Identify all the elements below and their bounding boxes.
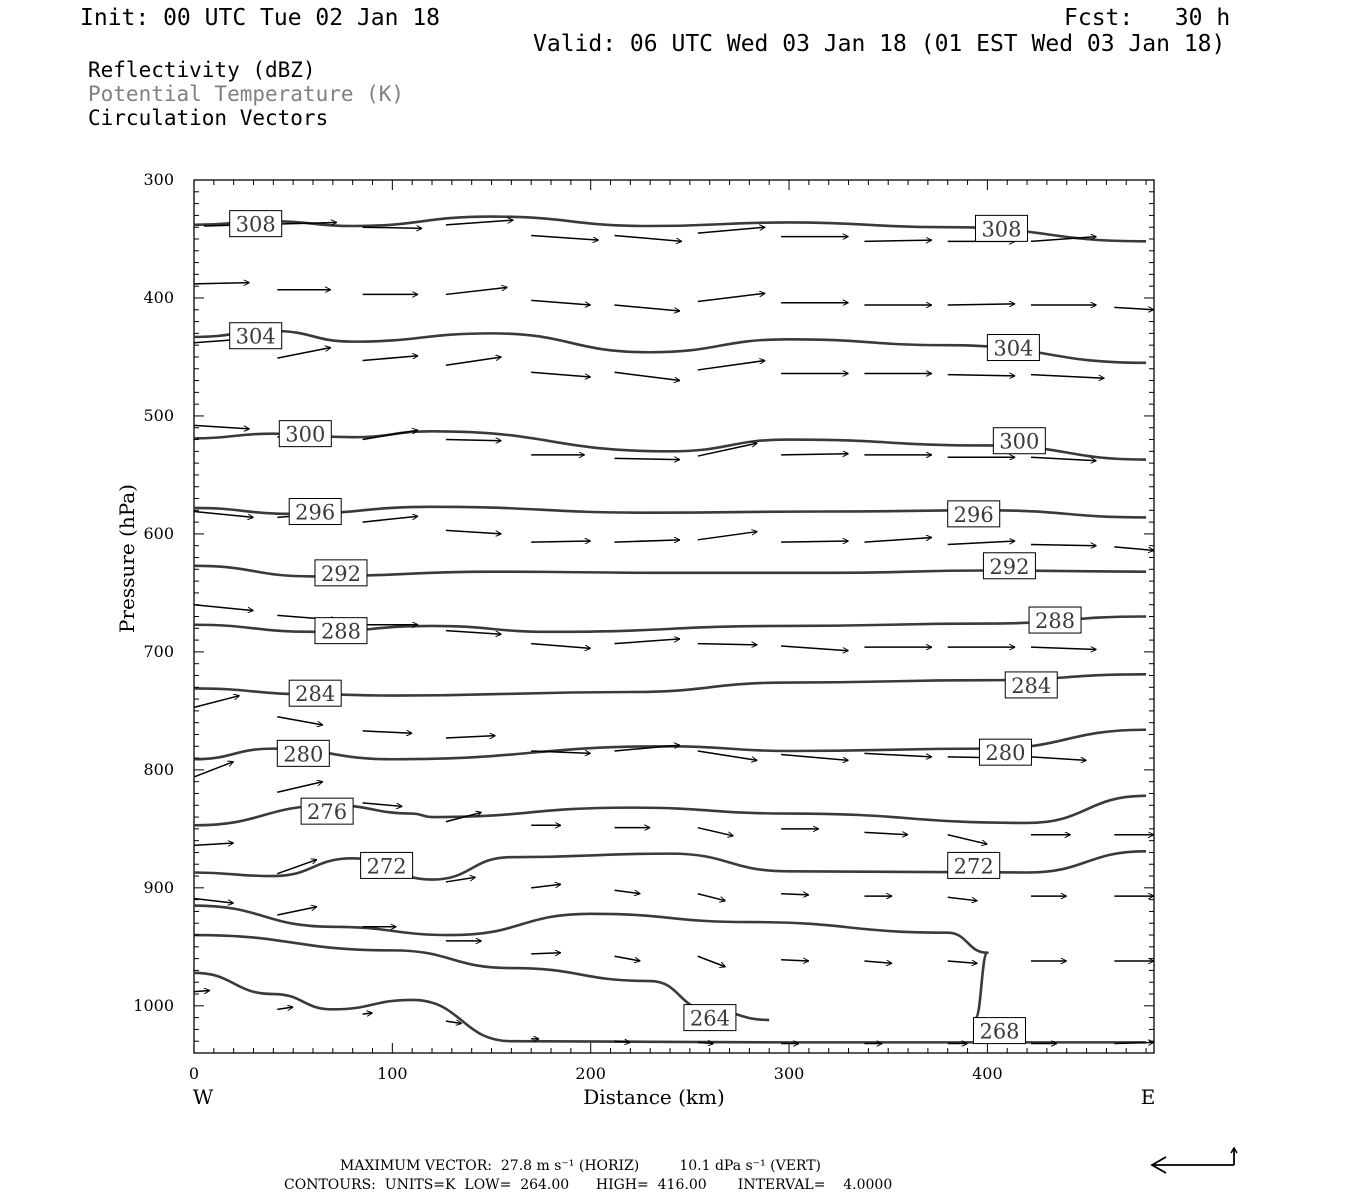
wind-vector [446,287,507,294]
wind-vector [1031,757,1087,761]
wind-vector [531,644,591,649]
wind-vector [781,755,848,761]
contour-label: 292 [320,561,362,586]
forecast-hour: Fcst: 30 h [1064,5,1231,31]
wind-vector [363,430,419,439]
wind-vector [194,696,240,708]
init-time: Init: 00 UTC Tue 02 Jan 18 [80,5,441,31]
wind-vector [194,990,210,991]
wind-vector [194,898,234,903]
wind-vector [781,541,848,542]
legend-potential-temperature: Potential Temperature (K) [88,82,405,106]
wind-vector [1114,547,1154,551]
wind-vector [698,751,758,760]
y-tick-label: 700 [143,641,174,661]
wind-vector [698,956,726,967]
contour-label: 284 [295,682,336,707]
wind-vector [781,894,809,895]
y-tick-label: 300 [143,170,174,189]
contour-label: 272 [366,854,407,879]
west-label: W [192,1085,214,1109]
wind-vector [698,828,734,836]
wind-vector [1031,375,1104,379]
y-tick-label: 500 [143,405,174,425]
contour-label: 292 [989,554,1030,579]
y-tick-label: 600 [143,523,174,543]
wind-vector [194,762,234,777]
wind-vector [446,220,513,225]
wind-vector [614,235,681,241]
y-axis-label: Pressure (hPa) [115,484,139,633]
wind-vector [194,605,254,611]
y-tick-label: 400 [143,287,174,307]
wind-vector [781,646,848,651]
axis-layer [115,170,1155,1109]
wind-vector [614,890,640,894]
wind-vector [277,717,323,725]
wind-vector [363,731,413,733]
wind-vector [531,372,591,377]
wind-vector [446,357,502,365]
contour-info: CONTOURS: UNITS=K LOW= 264.00 HIGH= 416.00 INTERVAL= 4.0000 [284,1177,893,1193]
wind-vector [864,240,931,241]
wind-vector [531,541,591,542]
legend-circulation-vectors: Circulation Vectors [88,106,329,130]
wind-vector [1031,545,1096,546]
wind-vector [1114,307,1154,309]
wind-vector [363,803,403,807]
y-tick-label: 800 [143,759,174,779]
x-tick-label: 400 [972,1064,1003,1083]
wind-vector [614,639,679,644]
contour-label: 284 [1011,673,1052,698]
wind-vector [194,283,250,284]
wind-vector [531,300,591,305]
wind-vector [864,832,908,834]
wind-vector [277,860,317,874]
wind-vector [363,1013,373,1014]
wind-vector [698,532,758,540]
x-tick-label: 200 [575,1064,606,1083]
contour-label: 288 [320,619,362,644]
wind-vector [864,537,931,542]
isentrope-272 [194,851,1146,879]
wind-vector [363,516,419,522]
wind-vector [948,541,1015,545]
contour-label: 280 [283,742,324,767]
isentrope-unlabeled [194,935,769,1020]
wind-vector [363,356,419,361]
wind-vector [1031,647,1096,649]
wind-vector [277,348,331,359]
wind-vector [1031,457,1096,461]
contour-label: 264 [689,1006,730,1031]
contour-label: 280 [985,741,1026,766]
y-tick-label: 1000 [133,995,174,1015]
wind-vector [277,1007,293,1009]
wind-vector [948,961,978,963]
wind-vector [698,293,765,301]
max-vector-info: MAXIMUM VECTOR: 27.8 m s⁻¹ (HORIZ) 10.1 dPa s⁻¹ (VERT) [340,1158,822,1174]
wind-vector [781,454,848,455]
x-tick-label: 100 [377,1064,408,1083]
wind-vector [864,753,931,757]
contour-label-layer [230,211,1081,1044]
contour-label: 304 [235,324,276,349]
wind-vector [614,540,679,542]
contour-label: 300 [999,429,1040,454]
wind-vector [698,227,765,233]
contour-label: 288 [1034,609,1076,634]
contour-label: 308 [981,217,1022,242]
wind-vector [948,835,988,844]
valid-time: Valid: 06 UTC Wed 03 Jan 18 (01 EST Wed 03 Jan 18) [533,31,1226,57]
reference-vector-icon [1152,1148,1237,1173]
wind-vector [864,961,892,963]
wind-vector [698,360,765,369]
contour-label: 276 [307,800,348,825]
wind-vector [948,897,978,901]
wind-vector [614,458,679,459]
wind-vector [277,782,323,793]
contour-label: 268 [979,1019,1020,1044]
x-axis-label: Distance (km) [583,1085,725,1109]
wind-vector [614,305,679,311]
x-tick-label: 300 [773,1064,805,1083]
wind-vector [698,644,758,645]
contour-label: 272 [953,854,994,879]
wind-vector [781,960,809,961]
wind-vector [446,631,502,635]
wind-vector [446,736,496,738]
x-tick-label: 0 [188,1064,200,1083]
wind-vector [531,235,598,240]
wind-vector [531,884,561,888]
wind-vector [948,304,1015,305]
wind-vector [948,375,1015,376]
contour-label: 300 [285,422,326,447]
wind-vector [531,953,561,954]
wind-vector [446,530,502,534]
east-label: E [1140,1085,1156,1109]
wind-vector [277,907,317,915]
contour-label: 304 [993,336,1034,361]
contour-label: 296 [953,502,994,527]
contour-label: 296 [295,500,336,525]
wind-vector [614,956,640,961]
wind-vector [446,440,502,441]
wind-vector [194,425,250,429]
wind-vector [194,512,254,518]
wind-vector [614,372,679,380]
contour-label: 308 [235,212,276,237]
wind-vector [698,894,726,901]
wind-vector [194,843,234,845]
legend-reflectivity: Reflectivity (dBZ) [88,58,316,82]
wind-vector [363,227,423,228]
wind-vector [446,1021,462,1023]
y-tick-label: 900 [143,877,174,897]
